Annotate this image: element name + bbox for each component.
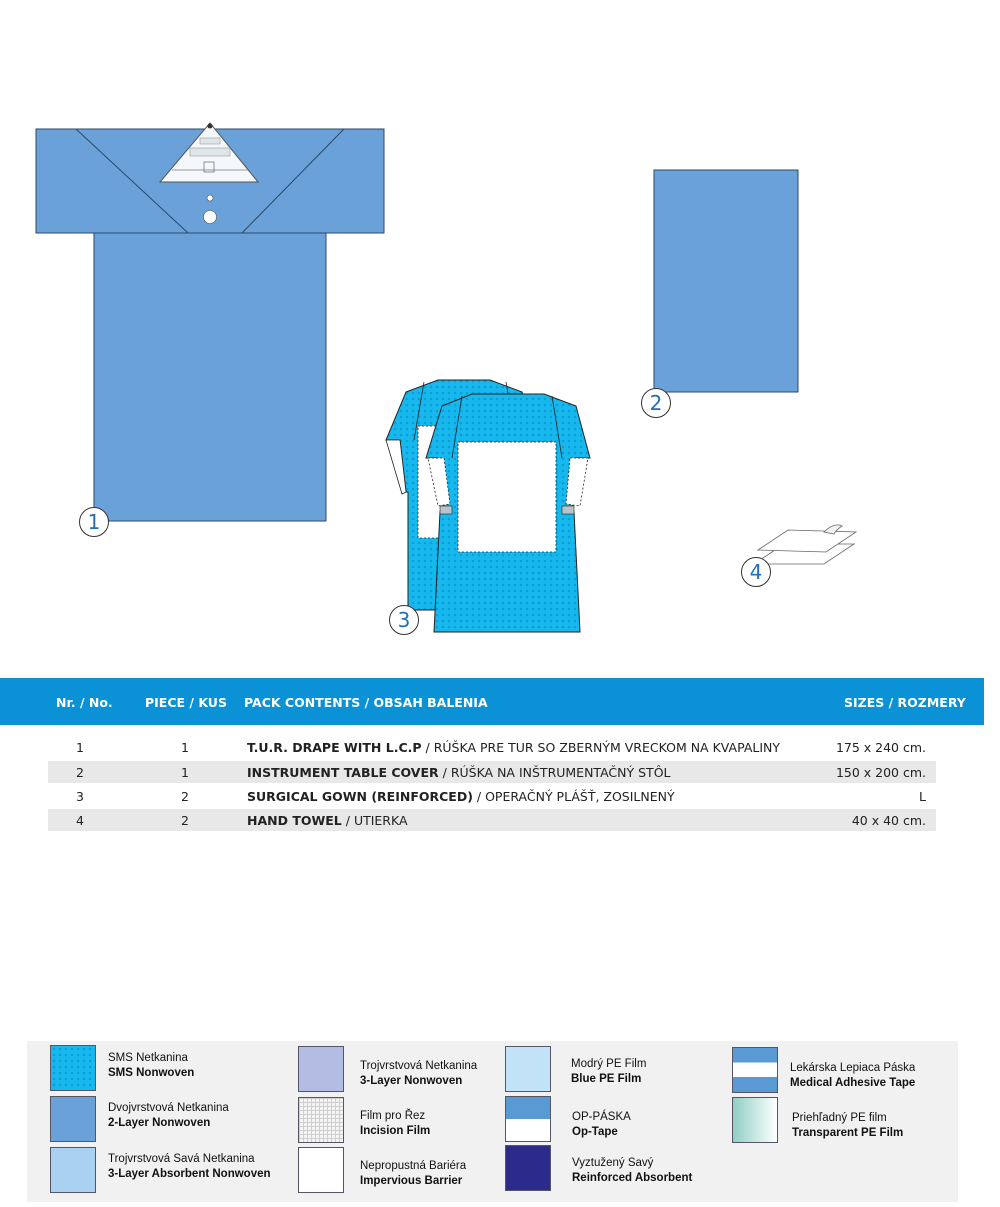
legend-label-sk: Vyztužený Savý (572, 1157, 654, 1169)
row-name-sk: / UTIERKA (341, 813, 408, 828)
legend-item-medical-adhesive-tape (790, 1061, 915, 1091)
legend-item-3-layer-absorbent-nonwoven (108, 1152, 271, 1182)
instrument-table-cover-illustration (650, 166, 804, 398)
legend-label-en: Transparent PE Film (792, 1127, 904, 1139)
swatch-sms-nonwoven (50, 1045, 96, 1091)
figure-number-4: 4 (741, 557, 771, 587)
surgical-gown-illustration (380, 372, 605, 642)
figure-number-1: 1 (79, 507, 109, 537)
legend-label-sk: Trojvrstvová Netkanina (360, 1060, 478, 1072)
legend-label-sk: Lekárska Lepiaca Páska (790, 1062, 916, 1074)
legend-item-sms-nonwoven (108, 1051, 194, 1081)
row-piece: 2 (181, 789, 189, 804)
table-header (0, 678, 984, 725)
legend-label-sk: Dvojvrstvová Netkanina (108, 1102, 229, 1114)
legend-label-en: SMS Nonwoven (108, 1067, 195, 1079)
legend-item-reinforced-absorbent (572, 1156, 692, 1186)
row-contents (247, 813, 408, 828)
legend-label-sk: Priehľadný PE film (792, 1112, 887, 1124)
swatch-3-layer-absorbent-nonwoven (50, 1147, 96, 1193)
legend-label-en: 2-Layer Nonwoven (108, 1117, 211, 1129)
row-size: 150 x 200 cm. (835, 765, 926, 780)
legend-item-3-layer-nonwoven (360, 1059, 477, 1089)
figure-number-2: 2 (641, 388, 671, 418)
swatch-2-layer-nonwoven (50, 1096, 96, 1142)
swatch-reinforced-absorbent (505, 1145, 551, 1191)
legend-label-sk: Nepropustná Bariéra (360, 1160, 467, 1172)
table-row (48, 809, 936, 831)
legend-label-en: Reinforced Absorbent (572, 1172, 693, 1184)
material-legend (27, 1041, 958, 1202)
row-nr: 1 (76, 740, 84, 755)
header-nr: Nr. / No. (56, 695, 113, 710)
swatch-blue-pe-film (505, 1046, 551, 1092)
row-nr: 4 (76, 813, 84, 828)
row-nr: 3 (76, 789, 84, 804)
legend-label-sk: SMS Netkanina (108, 1052, 188, 1064)
row-piece: 1 (181, 740, 189, 755)
legend-item-transparent-pe-film (792, 1111, 903, 1141)
table-row (48, 785, 936, 807)
swatch-medical-adhesive-tape (732, 1047, 778, 1093)
row-name-sk: / RÚŠKA NA INŠTRUMENTAČNÝ STÔL (438, 765, 671, 780)
row-size: 40 x 40 cm. (851, 813, 926, 828)
legend-label-en: Op-Tape (572, 1126, 618, 1138)
row-name-sk: / OPERAČNÝ PLÁŠŤ, ZOSILNENÝ (472, 789, 675, 804)
legend-label-en: 3-Layer Nonwoven (360, 1075, 463, 1087)
row-nr: 2 (76, 765, 84, 780)
row-name-en: T.U.R. DRAPE WITH L.C.P (247, 740, 422, 755)
legend-label-en: Medical Adhesive Tape (790, 1077, 916, 1089)
legend-label-en: Impervious Barrier (360, 1175, 463, 1187)
legend-item-impervious-barrier (360, 1159, 466, 1189)
header-sizes: SIZES / ROZMERY (844, 695, 966, 710)
legend-label-sk: Modrý PE Film (571, 1058, 647, 1070)
legend-label-en: 3-Layer Absorbent Nonwoven (108, 1168, 271, 1180)
table-row (48, 736, 936, 758)
row-name-en: INSTRUMENT TABLE COVER (247, 765, 439, 780)
row-name-en: HAND TOWEL (247, 813, 342, 828)
header-contents: PACK CONTENTS / OBSAH BALENIA (244, 695, 488, 710)
swatch-transparent-pe-film (732, 1097, 778, 1143)
legend-label-sk: Film pro Řez (360, 1110, 426, 1122)
row-size: L (919, 789, 926, 804)
legend-item-blue-pe-film (571, 1057, 646, 1087)
legend-item-incision-film (360, 1109, 430, 1139)
figure-number-3: 3 (389, 605, 419, 635)
header-piece: PIECE / KUS (145, 695, 227, 710)
row-size: 175 x 240 cm. (835, 740, 926, 755)
row-piece: 2 (181, 813, 189, 828)
row-contents (247, 789, 675, 804)
row-name-en: SURGICAL GOWN (REINFORCED) (247, 789, 473, 804)
swatch-impervious-barrier (298, 1147, 344, 1193)
row-contents (247, 740, 780, 755)
legend-label-sk: OP-PÁSKA (572, 1111, 631, 1123)
legend-item-op-tape (572, 1110, 631, 1140)
table-row (48, 761, 936, 783)
legend-item-2-layer-nonwoven (108, 1101, 229, 1131)
legend-label-en: Blue PE Film (571, 1073, 642, 1085)
row-piece: 1 (181, 765, 189, 780)
swatch-3-layer-nonwoven (298, 1046, 344, 1092)
legend-label-en: Incision Film (360, 1125, 431, 1137)
tur-drape-illustration (30, 118, 390, 528)
swatch-incision-film (298, 1097, 344, 1143)
row-contents (247, 765, 671, 780)
swatch-op-tape (505, 1096, 551, 1142)
row-name-sk: / RÚŠKA PRE TUR SO ZBERNÝM VRECKOM NA KVAPALINY (421, 740, 781, 755)
legend-label-sk: Trojvrstvová Savá Netkanina (108, 1153, 255, 1165)
